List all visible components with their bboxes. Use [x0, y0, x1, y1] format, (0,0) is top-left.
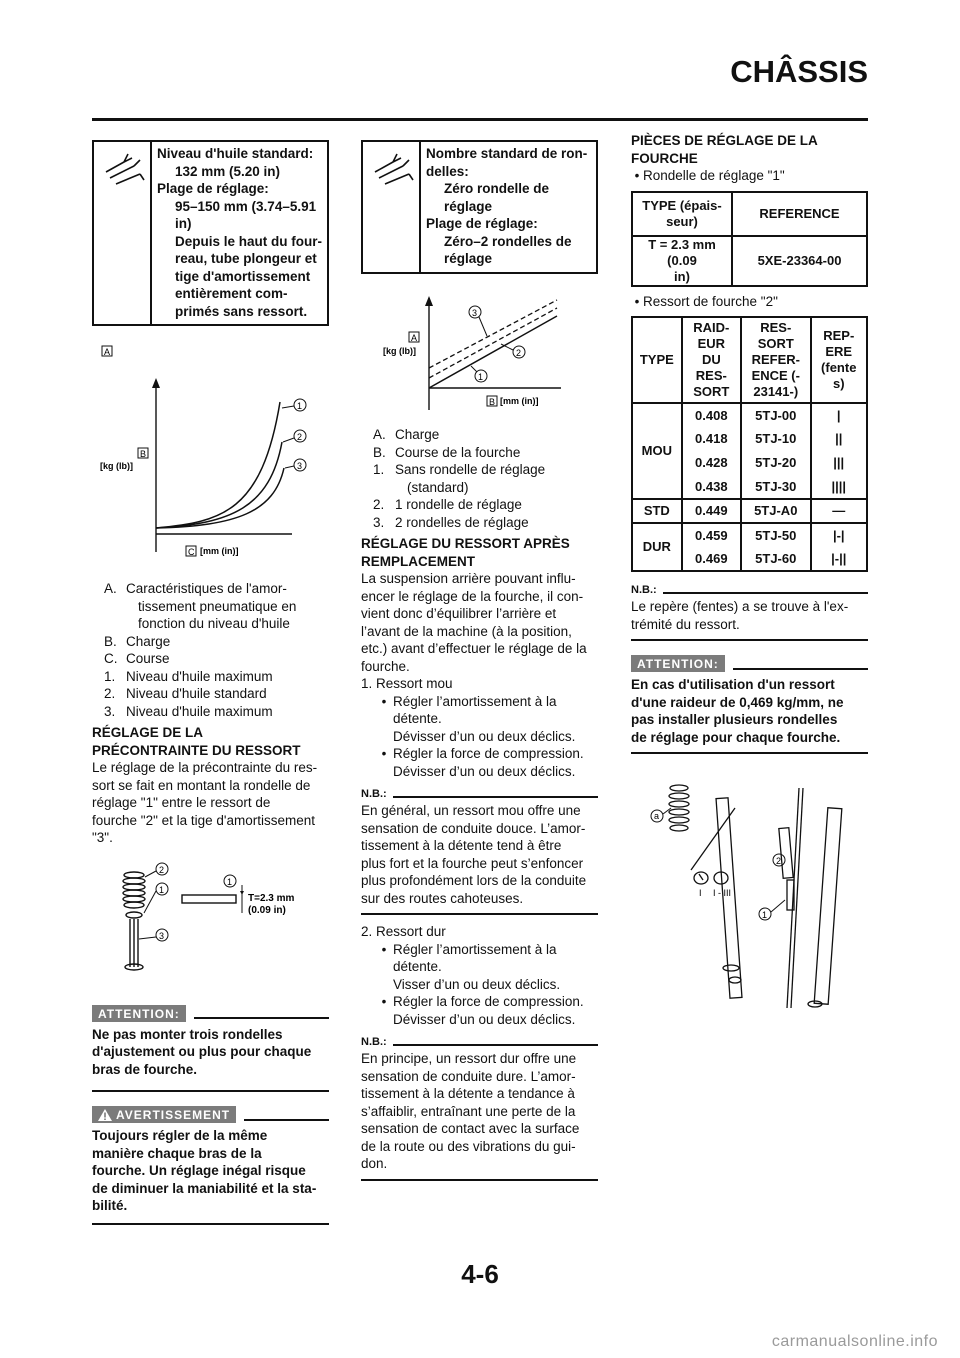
table-cell: 5TJ-50: [741, 523, 810, 547]
hard-spring-steps: 2. Ressort dur • Régler l’amortissement à la détente. Visser d’un ou deux déclics. • Régler la force de compression. Dévisser d’un ou deux déclics.: [361, 924, 584, 1027]
table-cell-type: DUR: [632, 523, 682, 571]
table-cell: 0.449: [682, 499, 741, 523]
paragraph-replacement: La suspension arrière pouvant influ- encer le réglage de la fourche, il con- vient donc d’équilibrer l’arrière et l’avant de la machine (à la position, etc.) avant d’effectuer le réglage de la fourche.: [361, 571, 587, 674]
table-cell: ||||: [811, 475, 868, 499]
caption-line: (standard): [407, 479, 469, 495]
note-text: En principe, un ressort dur offre une sensation de conduite dure. L’amor- tissement à la détente a tendance à s’affaiblir, entraînant une perte de la sensation de contact avec la surface de la route ou des vibrations du gui- don.: [361, 1051, 580, 1171]
spring-table: [631, 316, 868, 572]
svg-text:a: a: [654, 811, 660, 821]
svg-text:[mm (in)]: [mm (in)]: [500, 396, 539, 406]
table-header: REP- ERE (fente s): [811, 317, 868, 403]
section-heading-replacement: RÉGLAGE DU RESSORT APRÈS REMPLACEMENT: [361, 536, 570, 569]
table-cell: 0.418: [682, 427, 741, 451]
svg-text:B: B: [489, 397, 496, 407]
spec-text: Nombre standard de ron- delles: Zéro rondelle de réglage Plage de réglage: Zéro–2 rondelles de réglage: [426, 146, 588, 266]
figure-captions: [361, 426, 598, 531]
table-cell: |||: [811, 451, 868, 475]
svg-text:2: 2: [776, 856, 782, 866]
svg-text:A: A: [411, 333, 418, 343]
svg-text:2: 2: [516, 348, 522, 358]
table-cell: 5TJ-A0: [741, 499, 810, 523]
spec-box-oil-level: [92, 140, 329, 326]
caption-line: B. Course de la fourche: [373, 444, 521, 460]
header-rule: [92, 118, 868, 121]
page-number: 4-6: [461, 1259, 499, 1289]
attention-label: ATTENTION:: [92, 1005, 186, 1022]
section-heading-parts: PIÈCES DE RÉGLAGE DE LA FOURCHE: [631, 133, 818, 166]
table-header: RES- SORT REFER- ENCE (- 23141-): [741, 317, 810, 403]
table-cell: 5TJ-00: [741, 403, 810, 427]
wrench-icon: [363, 142, 421, 272]
svg-text:(0.09 in): (0.09 in): [248, 904, 286, 916]
table-cell: 5TJ-20: [741, 451, 810, 475]
attention-text: Ne pas monter trois rondelles d'ajustement ou plus pour chaque bras de fourche.: [92, 1026, 312, 1077]
caption-line: A. Charge: [373, 427, 440, 442]
watermark: carmanualsonline.info: [771, 1333, 938, 1350]
fork-exploded-diagram: [631, 768, 868, 1018]
spec-box-washers: [361, 140, 598, 274]
attention-text: En cas d'utilisation d'un ressort d'une raideur de 0,469 kg/mm, ne pas installer plusieurs rondelles de réglage pour chaque fourche.: [631, 677, 844, 745]
table-header: TYPE: [632, 317, 682, 403]
svg-text:[kg (lb)]: [kg (lb)]: [383, 346, 416, 356]
air-spring-graph: [92, 342, 329, 572]
bullet-spring: • Ressort de fourche "2": [634, 293, 778, 309]
svg-text:3: 3: [297, 461, 303, 471]
soft-spring-steps: 1. Ressort mou • Régler l’amortissement à la détente. Dévisser d’un ou deux déclics. • Régler la force de compression. Dévisser d’un ou deux déclics.: [361, 676, 584, 779]
svg-text:C: C: [188, 547, 195, 557]
caption-line: 1. Sans rondelle de réglage: [373, 462, 546, 477]
caption-line: fonction du niveau d'huile: [138, 616, 290, 631]
column-1: [92, 140, 329, 1225]
warning-box: [92, 1106, 329, 1225]
table-cell: |: [811, 403, 868, 427]
svg-text:[kg (lb)]: [kg (lb)]: [100, 461, 133, 471]
column-2: [361, 140, 598, 1181]
page-title: CHÂSSIS: [730, 54, 868, 89]
svg-text:3: 3: [472, 308, 478, 318]
note-label: N.B.:: [361, 1036, 387, 1048]
table-cell: 5TJ-30: [741, 475, 810, 499]
attention-box: [92, 1005, 329, 1093]
warning-icon: [98, 1109, 112, 1121]
svg-text:I: I: [699, 888, 702, 898]
table-cell: |-|: [811, 523, 868, 547]
svg-text:[mm (in)]: [mm (in)]: [200, 546, 239, 556]
note-text: Le repère (fentes) a se trouve à l'ex- trémité du ressort.: [631, 599, 849, 632]
table-header: RAID- EUR DU RES- SORT: [682, 317, 741, 403]
svg-text:A: A: [104, 347, 111, 357]
svg-text:3: 3: [159, 930, 165, 941]
note-label: N.B.:: [361, 788, 387, 800]
caption-line: B. Charge: [104, 633, 171, 649]
svg-text:1: 1: [227, 876, 233, 887]
caption-line: 3. 2 rondelles de réglage: [373, 514, 529, 530]
svg-text:T=2.3 mm: T=2.3 mm: [248, 892, 295, 904]
caption-line: 1. Niveau d'huile maximum: [104, 668, 273, 684]
attention-box: [631, 655, 868, 754]
caption-line: 2. Niveau d'huile standard: [104, 686, 267, 701]
table-cell: T = 2.3 mm (0.09 in): [632, 236, 732, 286]
table-cell: 0.408: [682, 403, 741, 427]
caption-line: A. Caractéristiques de l'amor-: [104, 581, 287, 596]
table-cell: ||: [811, 427, 868, 451]
svg-text:1: 1: [478, 372, 484, 382]
column-3: [631, 132, 868, 1018]
svg-text:2: 2: [159, 864, 165, 875]
table-header: TYPE (épais- seur): [632, 192, 732, 236]
table-cell-type: STD: [632, 499, 682, 523]
note-text: En général, un ressort mou offre une sensation de conduite douce. L’amor- tissement à la détente tend à être plus fort et la fourche peut s’enfoncer plus profondément lors de la conduite sur des routes cahoteuses.: [361, 803, 587, 906]
spec-text: Niveau d'huile standard: 132 mm (5.20 in) Plage de réglage: 95–150 mm (3.74–5.91 in) Depuis le haut du four- reau, tube plongeur et tige d'amortissement entièrement com- primés sans ressort.: [157, 146, 322, 319]
caption-line: 3. Niveau d'huile maximum: [104, 703, 273, 719]
table-cell: 0.428: [682, 451, 741, 475]
caption-line: C. Course: [104, 651, 170, 666]
washer-diagram: [92, 855, 329, 985]
figure-captions: [92, 580, 329, 720]
table-cell: 5TJ-10: [741, 427, 810, 451]
svg-text:B: B: [140, 449, 147, 459]
spring-preload-graph: [361, 292, 598, 422]
bullet-washer: • Rondelle de réglage "1": [634, 168, 785, 183]
caption-line: tissement pneumatique en: [138, 598, 297, 614]
svg-text:1: 1: [159, 884, 165, 895]
table-cell: 0.438: [682, 475, 741, 499]
svg-text:I - III: I - III: [713, 888, 731, 898]
wrench-icon: [94, 142, 152, 324]
washer-table: [631, 191, 868, 287]
table-cell: 0.469: [682, 547, 741, 571]
table-header: REFERENCE: [732, 192, 867, 236]
table-cell-type: MOU: [632, 403, 682, 499]
section-heading-preload: RÉGLAGE DE LA PRÉCONTRAINTE DU RESSORT: [92, 725, 301, 758]
table-cell: 5TJ-60: [741, 547, 810, 571]
note-box-soft: [361, 788, 598, 915]
paragraph-preload: Le réglage de la précontrainte du res- sort se fait en montant la rondelle de réglage "1" entre le ressort de fourche "2" et la tige d'amortissement "3".: [92, 760, 318, 845]
note-label: N.B.:: [631, 584, 657, 596]
warning-text: Toujours régler de la même manière chaque bras de la fourche. Un réglage inégal risque de diminuer la maniabilité et la sta- bilité.: [92, 1128, 317, 1213]
attention-label: ATTENTION:: [631, 655, 725, 672]
svg-text:2: 2: [297, 432, 303, 442]
warning-label: AVERTISSEMENT: [92, 1106, 236, 1123]
svg-text:1: 1: [297, 401, 303, 411]
table-cell: 0.459: [682, 523, 741, 547]
table-cell: |-||: [811, 547, 868, 571]
note-box-mark: [631, 584, 868, 641]
table-cell: 5XE-23364-00: [732, 236, 867, 286]
table-cell: —: [811, 499, 868, 523]
note-box-hard: [361, 1036, 598, 1181]
svg-text:1: 1: [762, 910, 768, 920]
caption-line: 2. 1 rondelle de réglage: [373, 497, 522, 512]
